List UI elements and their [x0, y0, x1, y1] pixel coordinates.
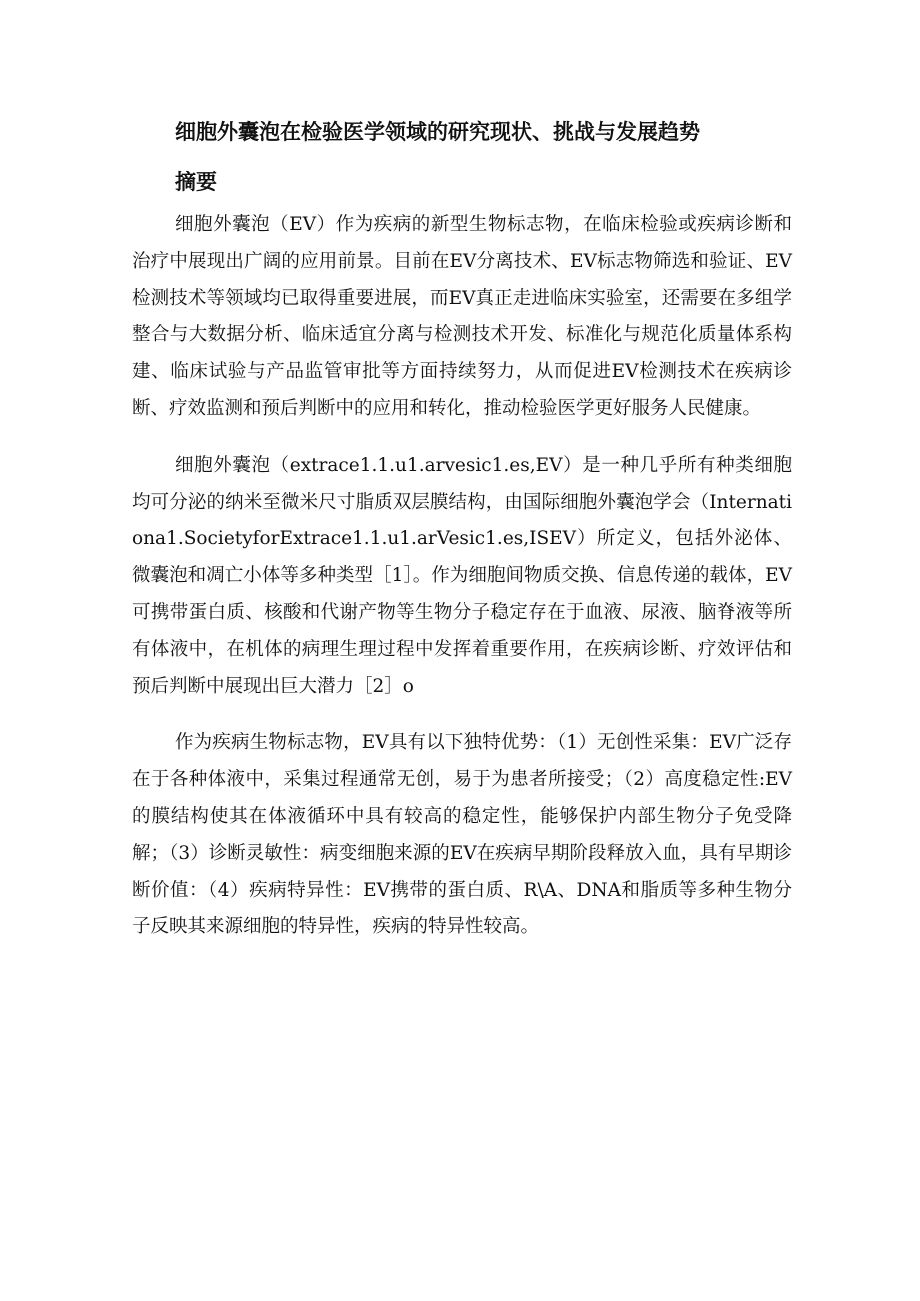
advantages-paragraph: 作为疾病生物标志物，EV具有以下独特优势：（1）无创性采集：EV广泛存在于各种体液中，采集过程通常无创，易于为患者所接受；（2）高度稳定性:EV的膜结构使其在体液循环中具有较高的稳定性，能够保护内部生物分子免受降解；（3）诊断灵敏性：病变细胞来源的EV在疾病早期阶段释放入血，具有早期诊断价值：（4）疾病特异性：EV携带的蛋白质、R\A、DNA和脂质等多种生物分子反映其来源细胞的特异性，疾病的特异性较高。: [132, 732, 792, 938]
intro-paragraph: 细胞外囊泡（extrace1.1.u1.arvesic1.es,EV）是一种几乎所有种类细胞均可分泌的纳米至微米尺寸脂质双层膜结构，由国际细胞外囊泡学会（Internationa1.SocietyforExtrace1.1.u1.arVesic1.es,ISEV）所定义，包括外泌体、微囊泡和凋亡小体等多种类型［1］。作为细胞间物质交换、信息传递的载体，EV可携带蛋白质、核酸和代谢产物等生物分子稳定存在于血液、尿液、脑脊液等所有体液中，在机体的病理生理过程中发挥着重要作用，在疾病诊断、疗效评估和预后判断中展现出巨大潜力［2］o: [132, 454, 792, 697]
abstract-heading: 摘要: [175, 170, 217, 194]
document-title: 细胞外囊泡在检验医学领域的研究现状、挑战与发展趋势: [175, 120, 700, 144]
document-body: [132, 207, 792, 966]
abstract-paragraph: 细胞外囊泡（EV）作为疾病的新型生物标志物，在临床检验或疾病诊断和治疗中展现出广阔的应用前景。目前在EV分离技术、EV标志物筛选和验证、EV检测技术等领域均已取得重要进展，而EV真正走进临床实验室，还需要在多组学整合与大数据分析、临床适宜分离与检测技术开发、标准化与规范化质量体系构建、临床试验与产品监管审批等方面持续努力，从而促进EV检测技术在疾病诊断、疗效监测和预后判断中的应用和转化，推动检验医学更好服务人民健康。: [132, 214, 792, 419]
